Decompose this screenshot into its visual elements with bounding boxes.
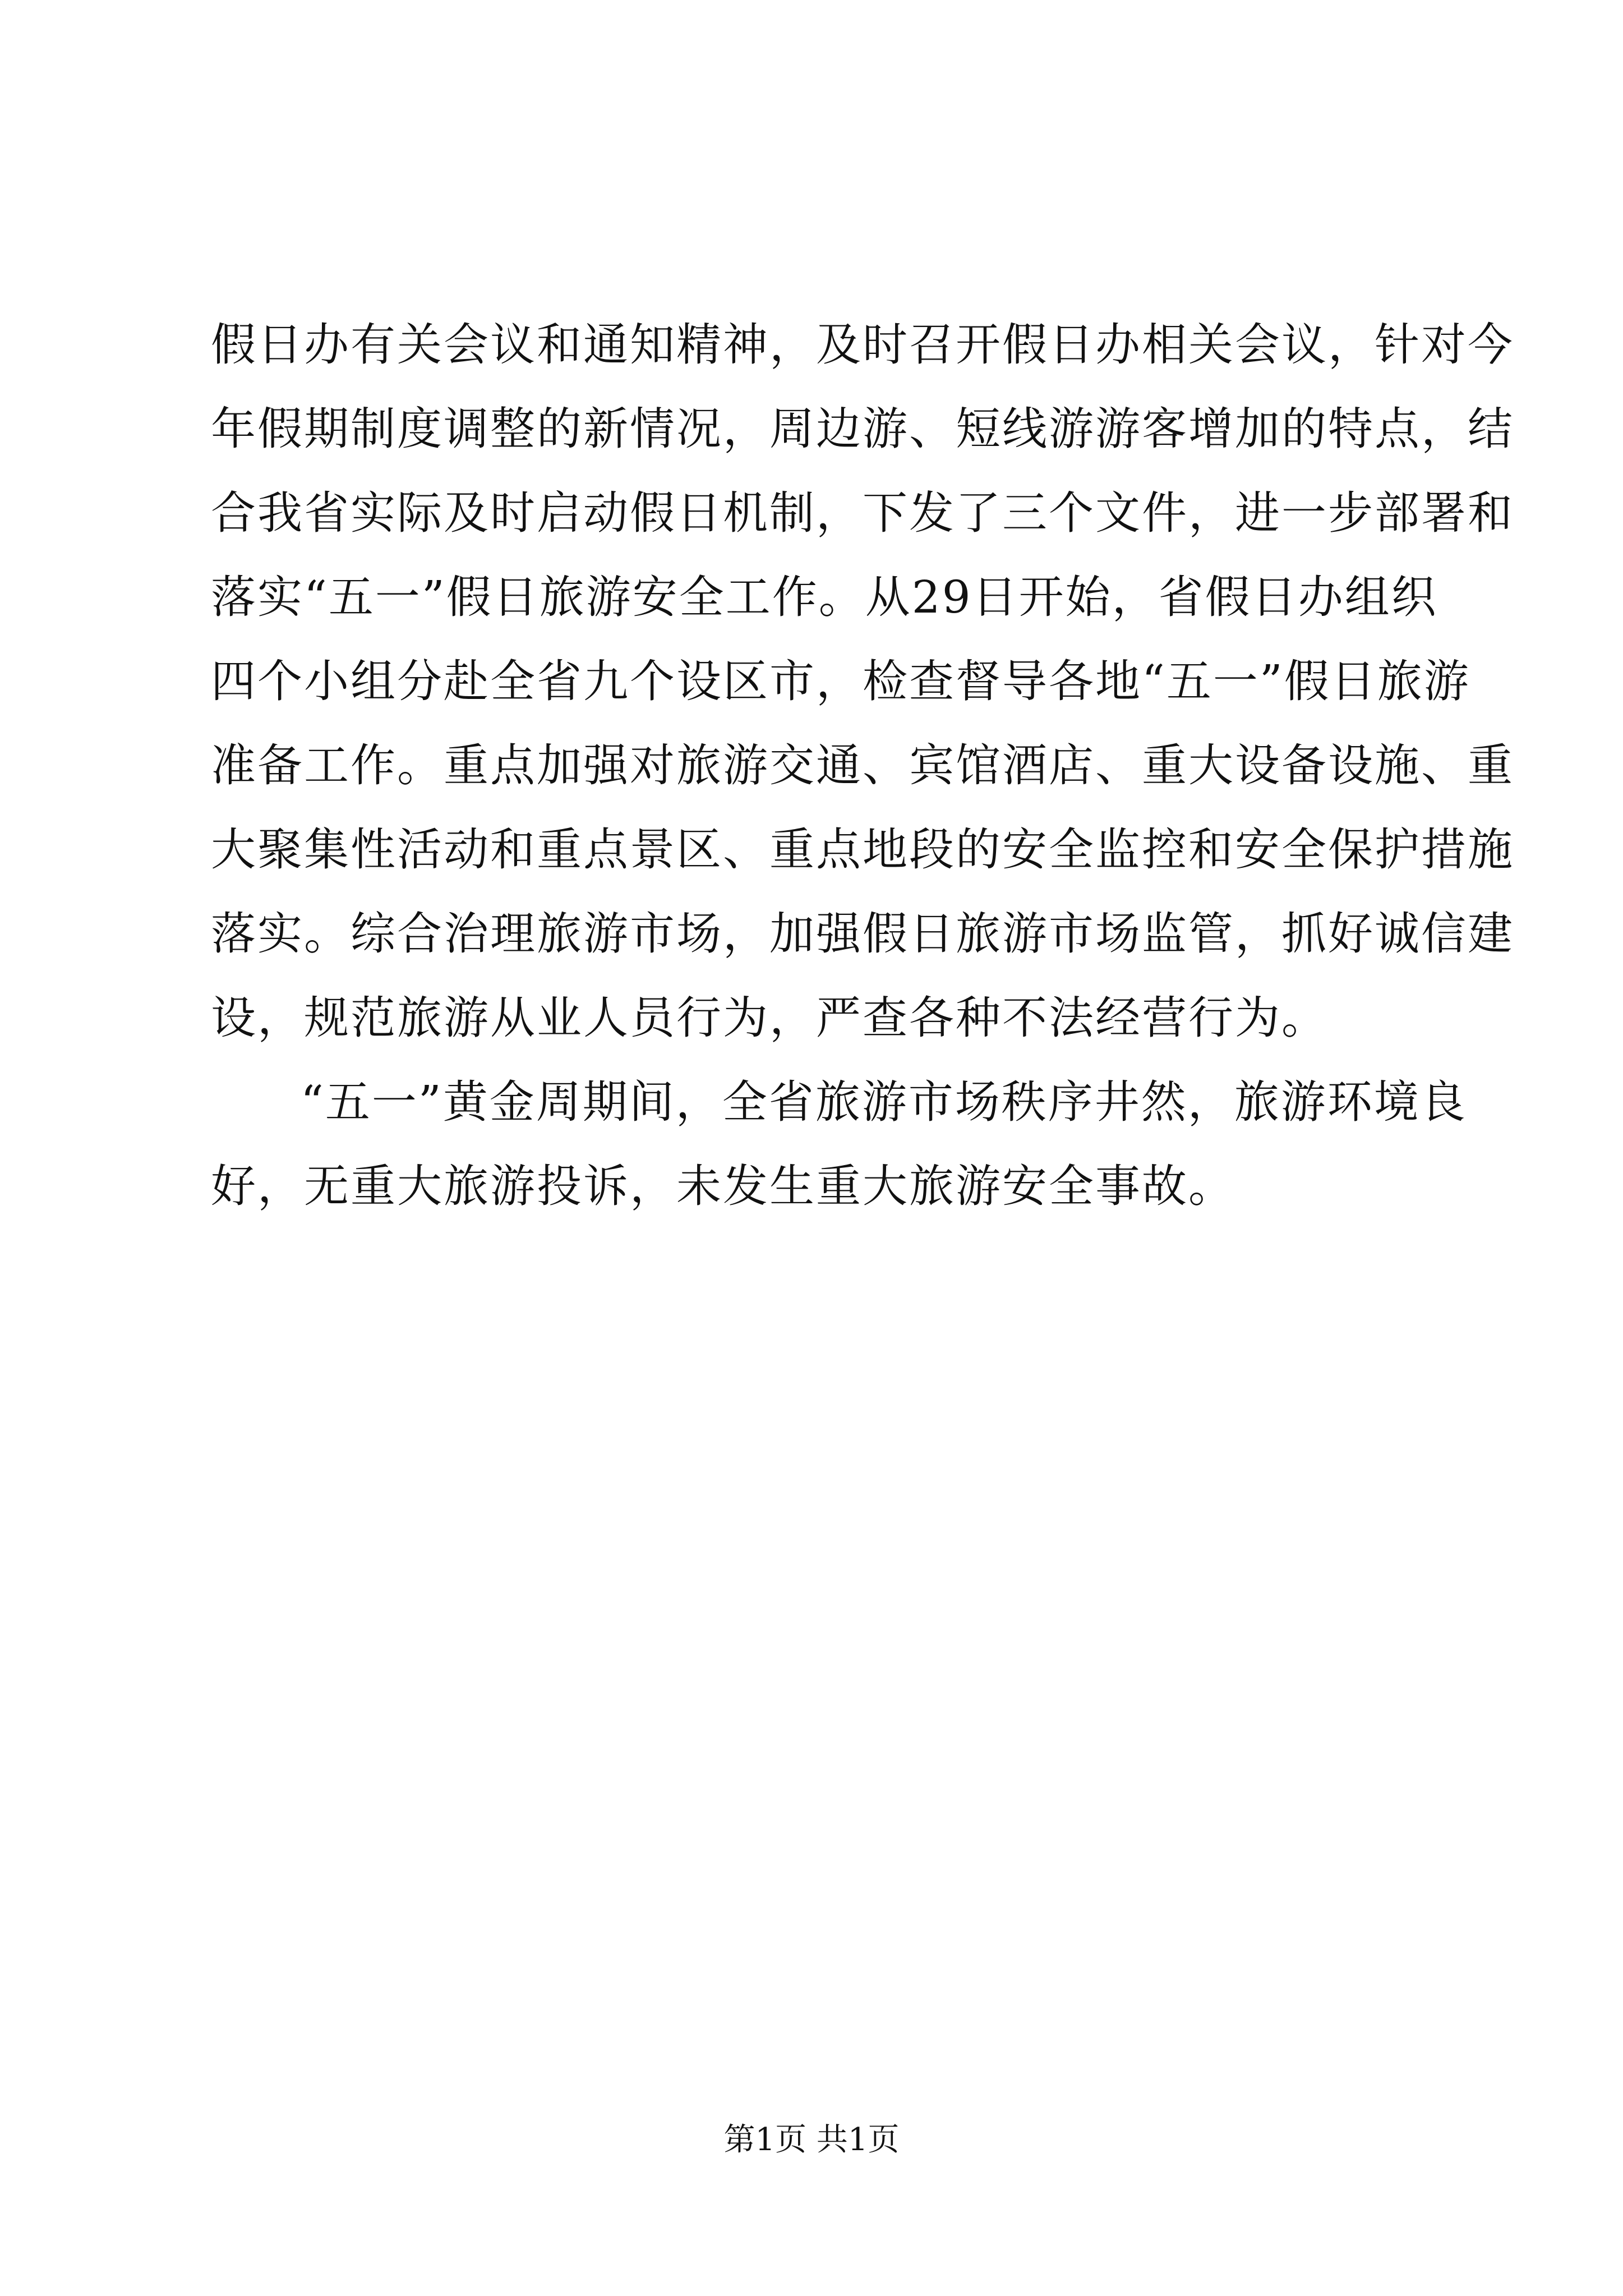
text-line: 落实“五一”假日旅游安全工作。从29日开始，省假日办组织 <box>211 571 1438 623</box>
paragraph-1 <box>211 303 1514 1060</box>
text-line: 落实。综合治理旅游市场，加强假日旅游市场监管，抓好诚信建 <box>211 908 1514 960</box>
text-line: 假日办有关会议和通知精神，及时召开假日办相关会议，针对今 <box>211 319 1514 371</box>
text-line: “五一”黄金周期间，全省旅游市场秩序井然，旅游环境良 <box>301 1076 1467 1128</box>
paragraph-2 <box>211 1060 1467 1228</box>
text-line: 合我省实际及时启动假日机制，下发了三个文件，进一步部署和 <box>211 487 1514 539</box>
text-line: 好，无重大旅游投诉，未发生重大旅游安全事故。 <box>211 1160 1235 1212</box>
text-line: 准备工作。重点加强对旅游交通、宾馆酒店、重大设备设施、重 <box>211 739 1514 792</box>
text-line: 大聚集性活动和重点景区、重点地段的安全监控和安全保护措施 <box>211 823 1514 876</box>
text-line: 四个小组分赴全省九个设区市，检查督导各地“五一”假日旅游 <box>211 655 1470 707</box>
text-line: 年假期制度调整的新情况，周边游、短线游游客增加的特点，结 <box>211 403 1514 455</box>
document-body <box>211 303 1514 1228</box>
text-line: 设，规范旅游从业人员行为，严查各种不法经营行为。 <box>211 992 1328 1044</box>
page-footer: 第1页 共1页 <box>723 2122 900 2158</box>
